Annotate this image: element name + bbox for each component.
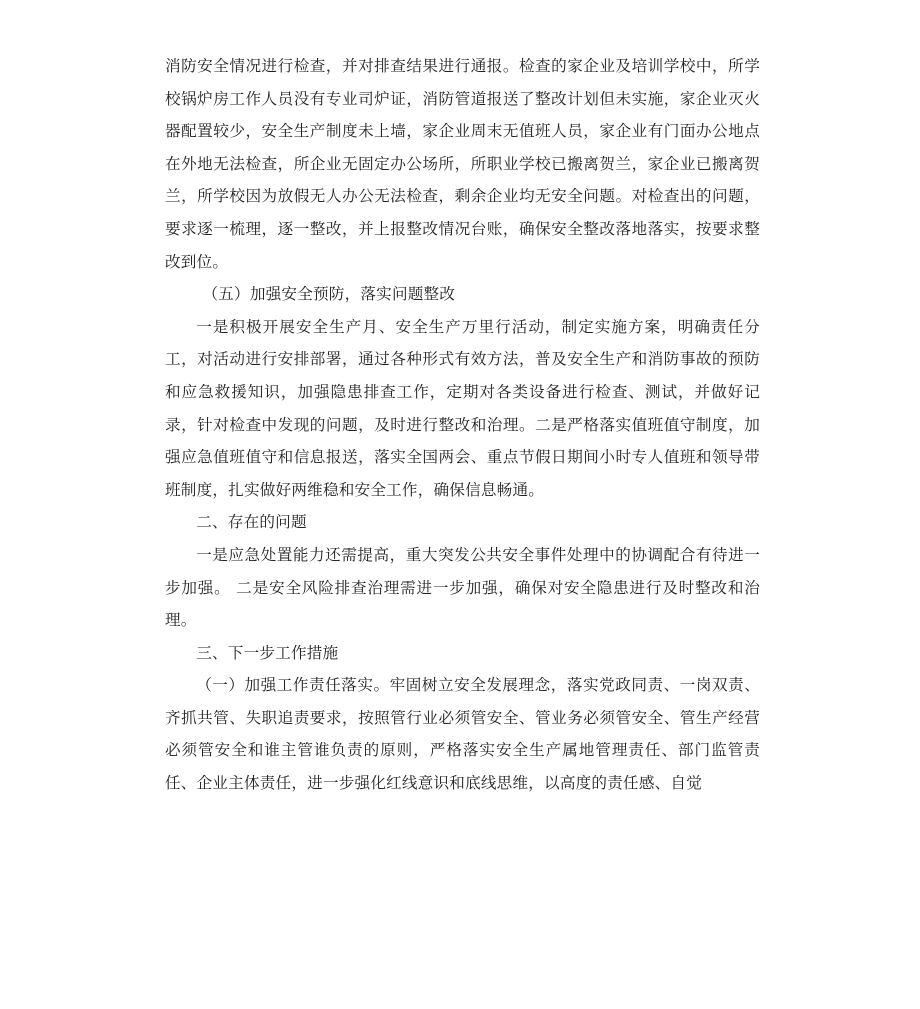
section-heading-problems: 二、存在的问题: [196, 513, 307, 532]
paragraph-inspection-results: 消防安全情况进行检查，并对排查结果进行通报。检查的家企业及培训学校中，所学校锅炉房工作人员没有专业司炉证，消防管道报送了整改计划但未实施，家企业灭火器配置较少，安全生产制度未上墙，家企业周末无值班人员，家企业有门面办公地点在外地无法检查，所企业无固定办公场所，所职业学校已搬离贺兰，家企业已搬离贺兰，所学校因为放假无人办公无法检查，剩余企业均无安全问题。对检查出的问题，要求逐一梳理，逐一整改，并上报整改情况台账，确保安全整改落地落实，按要求整改到位。: [165, 57, 760, 271]
section-heading-next-steps: 三、下一步工作措施: [196, 643, 339, 662]
paragraph-prevention-measures: 一是积极开展安全生产月、安全生产万里行活动，制定实施方案，明确责任分工，对活动进行安排部署，通过各种形式有效方法，普及安全生产和消防事故的预防和应急救援知识，加强隐患排查工作，定期对各类设备进行检查、测试，并做好记录，针对检查中发现的问题，及时进行整改和治理。二是严格落实值班值守制度，加强应急值班值守和信息报送，落实全国两会、重点节假日期间小时专人值班和领导带班制度，扎实做好两维稳和安全工作，确保信息畅通。: [165, 317, 760, 499]
paragraph-problems: 一是应急处置能力还需提高，重大突发公共安全事件处理中的协调配合有待进一步加强。 二是安全风险排查治理需进一步加强，确保对安全隐患进行及时整改和治理。: [165, 545, 760, 630]
paragraph-responsibility: （一）加强工作责任落实。牢固树立安全发展理念，落实党政同责、一岗双责、齐抓共管、失职追责要求，按照管行业必须管安全、管业务必须管安全、管生产经营必须管安全和谁主管谁负责的原则，严格落实安全生产属地管理责任、部门监管责任、企业主体责任，进一步强化红线意识和底线思维，以高度的责任感、自觉: [165, 676, 760, 793]
document-body: [165, 50, 760, 800]
section-heading-prevention: （五）加强安全预防，落实问题整改: [202, 285, 456, 304]
